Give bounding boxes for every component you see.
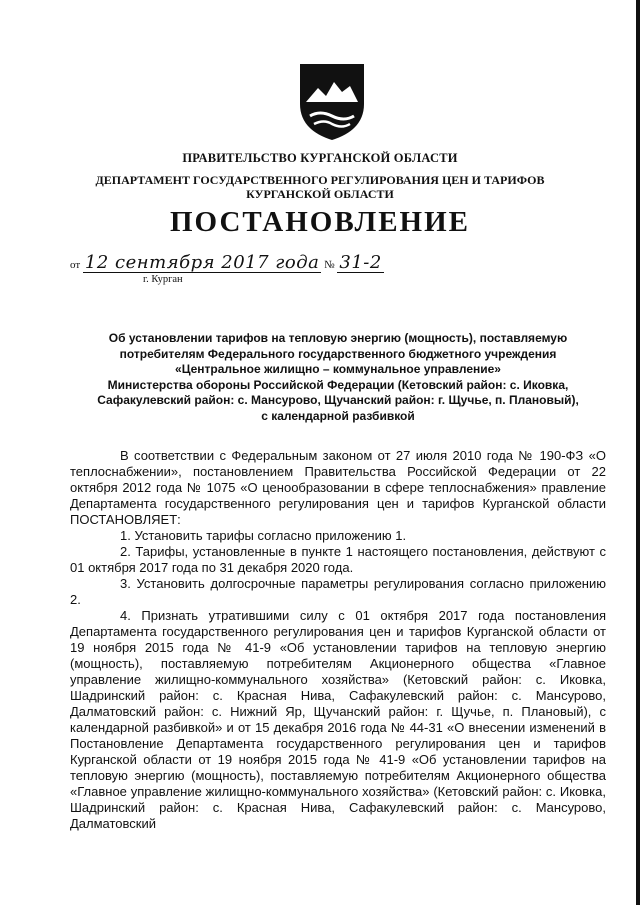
- subject-line: Сафакулевский район: с. Мансурово, Щучанский район: г. Щучье, п. Плановый),: [97, 393, 579, 407]
- date-prefix: от: [70, 259, 81, 271]
- subject-line: потребителям Федерального государственного бюджетного учреждения: [119, 346, 557, 361]
- subject-line: Министерства обороны Российской Федерации (Кетовский район: с. Иковка,: [107, 377, 569, 392]
- document-type-title: ПОСТАНОВЛЕНИЕ: [169, 206, 470, 238]
- scan-border: [636, 0, 640, 905]
- dateline: [70, 254, 384, 273]
- body-paragraph: 1. Установить тарифы согласно приложению 1.: [120, 528, 407, 543]
- subject-line: Об установлении тарифов на тепловую энергию (мощность), поставляемую: [108, 331, 568, 345]
- document-subject: [70, 331, 606, 424]
- body-paragraph: В соответствии с Федеральным законом от 27 июля 2010 года № 190-ФЗ «О теплоснабжении», постановлением Правительства Российской Федерации от 22 октября 2012 года № 1075 «О ценообразовании в сфере теплоснабжения» правление Департамента государственного регулирования цен и тарифов Курганской области ПОСТАНОВЛЯЕТ:: [70, 448, 606, 527]
- body-paragraph: 2. Тарифы, установленные в пункте 1 настоящего постановления, действуют с 01 октября 2017 года по 31 декабря 2020 года.: [70, 544, 606, 575]
- city: г. Курган: [143, 274, 183, 285]
- handwritten-date: 12 сентября 2017 года: [84, 252, 320, 273]
- department-name: ДЕПАРТАМЕНТ ГОСУДАРСТВЕННОГО РЕГУЛИРОВАНИЯ ЦЕН И ТАРИФОВ КУРГАНСКОЙ ОБЛАСТИ: [95, 173, 545, 201]
- body-paragraph: 3. Установить долгосрочные параметры регулирования согласно приложению 2.: [70, 576, 606, 607]
- government-name: ПРАВИТЕЛЬСТВО КУРГАНСКОЙ ОБЛАСТИ: [182, 151, 458, 165]
- subject-line: с календарной разбивкой: [261, 408, 415, 423]
- coat-of-arms-emblem: [296, 58, 368, 142]
- document-body: [70, 448, 606, 832]
- body-paragraph: 4. Признать утратившими силу с 01 октября 2017 года постановления Департамента государственного регулирования цен и тарифов Курганской области от 19 ноября 2015 года № 41-9 «Об установлении тарифов на тепловую энергию (мощность), поставляемую потребителям Акционерного общества «Главное управление жилищно-коммунального хозяйства» (Кетовский район: с. Иковка, Шадринский район: с. Красная Нива, Сафакулевский район: с. Мансурово, Далматовский район: с. Нижний Яр, Щучанский район: г. Щучье, п. Плановый), с календарной разбивкой» и от 15 декабря 2016 года № 44-31 «О внесении изменений в Постановление Департамента государственного регулирования цен и тарифов Курганской области от 19 ноября 2015 года № 41-9 «Об установлении тарифов на тепловую энергию (мощность), поставляемую потребителям Акционерного общества «Главное управление жилищно-коммунального хозяйства» (Кетовский район: с. Иковка, Шадринский район: с. Красная Нива, Сафакулевский район: с. Мансурово, Далматовский: [70, 608, 606, 831]
- subject-line: «Центральное жилищно – коммунальное управление»: [175, 362, 501, 376]
- number-prefix: №: [324, 259, 335, 271]
- handwritten-number: 31-2: [339, 252, 382, 273]
